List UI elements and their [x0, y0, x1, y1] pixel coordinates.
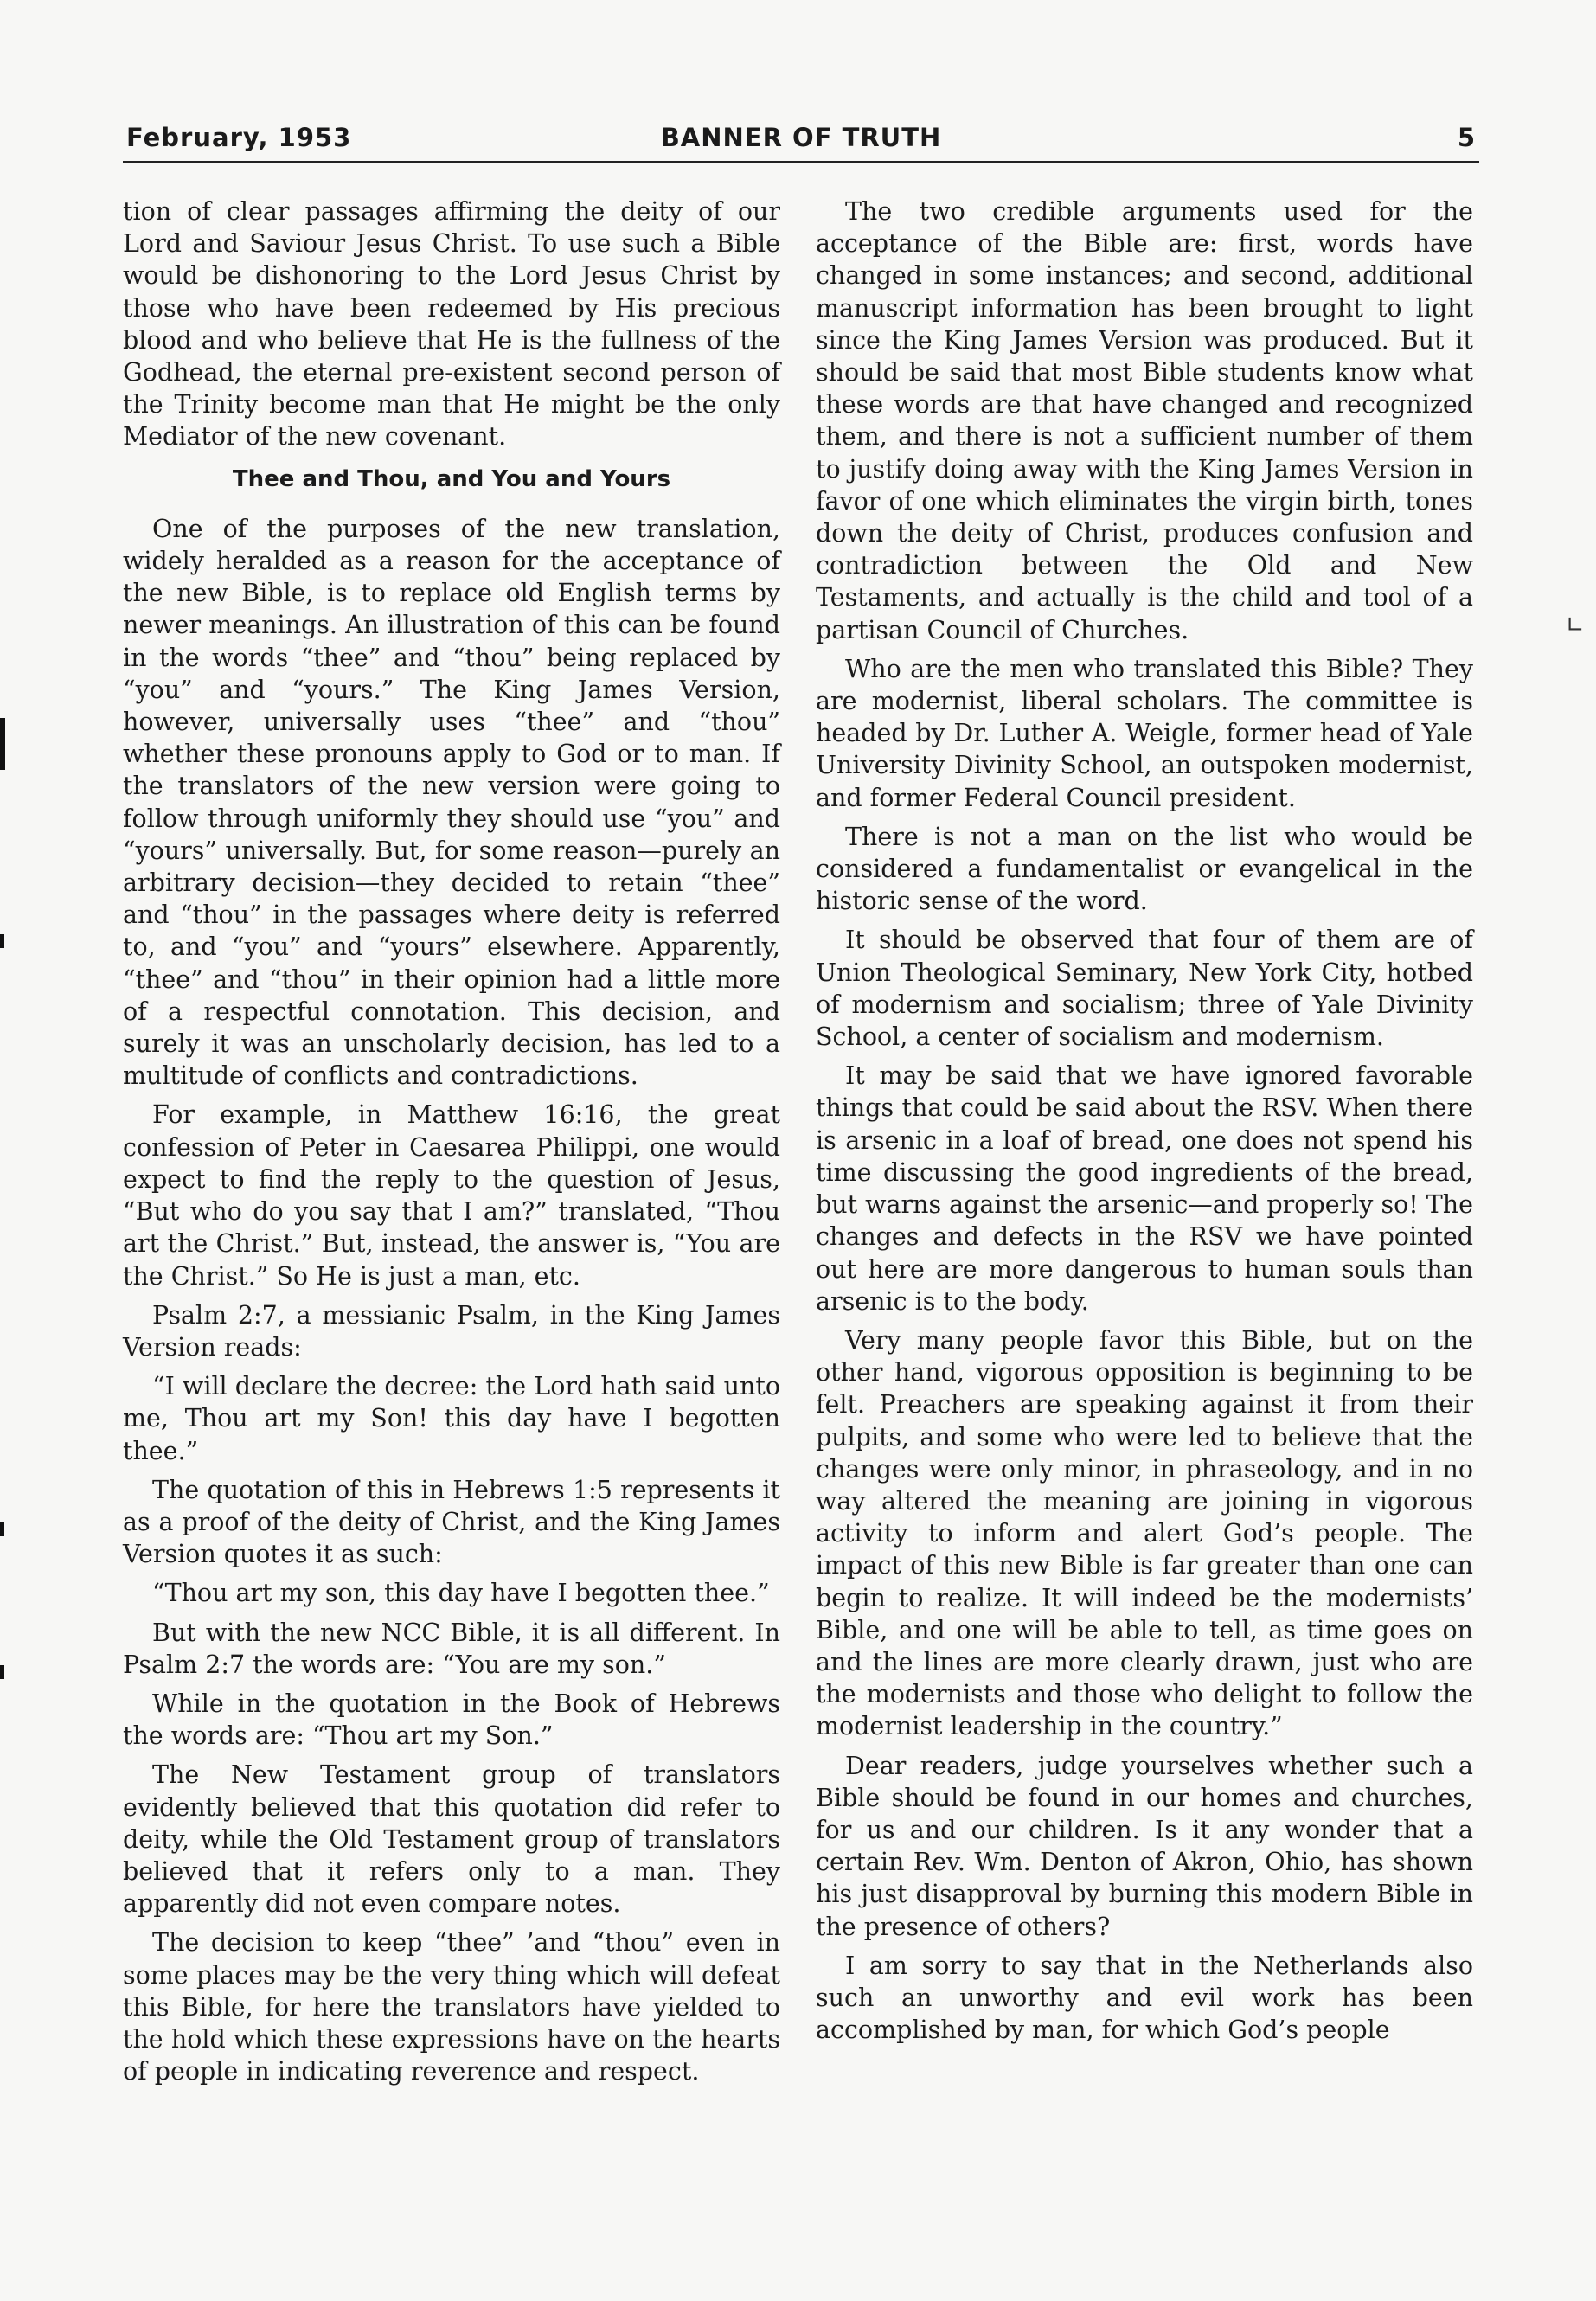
paragraph: The New Testament group of translators evidently believed that this quotation did refer to deity, while the Old Testament group of translators believed that it refers only to a man. They apparently did not even compare notes.	[123, 1760, 780, 1919]
paragraph: The two credible arguments used for the acceptance of the Bible are: first, words have changed in some instances; and second, additional manuscript information has been brought to light since the King James Version was produced. But it should be said that most Bible students know what these words are that have changed and recognized them, and there is not a sufficient number of them to justify doing away with the King James Version in favor of one which eliminates the virgin birth, tones down the deity of Christ, produces confusion and contradiction between the Old and New Testaments, and actually is the child and tool of a partisan Council of Churches.	[816, 197, 1473, 644]
paragraph: It may be said that we have ignored favorable things that could be said about the RSV. When there is arsenic in a loaf of bread, one does not spend his time discussing the good ingredients of the bread, but warns against the arsenic—and properly so! The changes and defects in the RSV we have pointed out here are more dangerous to human souls than arsenic is to the body.	[816, 1061, 1473, 1316]
page-header	[123, 123, 1479, 161]
section-heading: Thee and Thou, and You and Yours	[232, 465, 671, 492]
binding-mark	[0, 1665, 4, 1679]
paragraph: There is not a man on the list who would be considered a fundamentalist or evangelical in the historic sense of the word.	[816, 822, 1473, 916]
binding-mark	[0, 934, 4, 948]
publication-title: BANNER OF TRUTH	[660, 123, 942, 152]
paragraph: The quotation of this in Hebrews 1:5 represents it as a proof of the deity of Christ, and the King James Version quotes it as such:	[123, 1475, 780, 1569]
header-rule	[123, 161, 1479, 163]
quote-paragraph: “I will declare the decree: the Lord hath said unto me, Thou art my Son! this day have I begotten thee.”	[123, 1372, 780, 1465]
paragraph: The decision to keep “thee” ’and “thou” even in some places may be the very thing which will defeat this Bible, for here the translators have yielded to the hold which these expressions have on the hearts of people in indicating reverence and respect.	[123, 1928, 780, 2086]
paragraph: I am sorry to say that in the Netherlands also such an unworthy and evil work has been accomplished by man, for which God’s people	[816, 1951, 1473, 2045]
page-number: 5	[1457, 123, 1476, 152]
paragraph: One of the purposes of the new translation, widely heralded as a reason for the acceptance of the new Bible, is to replace old English terms by newer meanings. An illustration of this can be found in the words “thee” and “thou” being replaced by “you” and “yours.” The King James Version, however, universally uses “thee” and “thou” whether these pronouns apply to God or to man. If the translators of the new version were going to follow through uniformly they should use “you” and “yours” universally. But, for some reason—purely an arbitrary decision—they decided to retain “thee” and “thou” in the passages where deity is referred to, and “you” and “yours” elsewhere. Apparently, “thee” and “thou” in their opinion had a little more of a respectful connotation. This decision, and surely it was an unscholarly decision, has led to a multitude of conflicts and contradictions.	[123, 514, 780, 1091]
paragraph: Very many people favor this Bible, but on the other hand, vigorous opposition is beginning to be felt. Preachers are speaking against it from their pulpits, and some who were led to believe that the changes were only minor, in phraseology, and in no way altered the meaning are joining in vigorous activity to inform and alert God’s people. The impact of this new Bible is far greater than one can begin to realize. It will indeed be the modernists’ Bible, and one will be able to tell, as time goes on and the lines are more clearly drawn, just who are the modernists and those who delight to follow the modernist leadership in the country.”	[816, 1325, 1473, 1741]
paragraph: tion of clear passages affirming the deity of our Lord and Saviour Jesus Christ. To use such a Bible would be dishonoring to the Lord Jesus Christ by those who have been redeemed by His precious blood and who believe that He is the fullness of the Godhead, the eternal pre-existent second person of the Trinity become man that He might be the only Mediator of the new covenant.	[123, 197, 780, 452]
margin-mark-icon: ∟	[1566, 612, 1585, 638]
paragraph: Dear readers, judge yourselves whether such a Bible should be found in our homes and churches, for us and our children. Is it any wonder that a certain Rev. Wm. Denton of Akron, Ohio, has shown his just disapproval by burning this modern Bible in the presence of others?	[816, 1751, 1473, 1941]
paragraph: But with the new NCC Bible, it is all different. In Psalm 2:7 the words are: “You are my son.”	[123, 1618, 780, 1679]
paragraph: Who are the men who translated this Bible? They are modernist, liberal scholars. The committee is headed by Dr. Luther A. Weigle, former head of Yale University Divinity School, an outspoken modernist, and former Federal Council president.	[816, 654, 1473, 812]
paragraph: For example, in Matthew 16:16, the great confession of Peter in Caesarea Philippi, one would expect to find the reply to the question of Jesus, “But who do you say that I am?” translated, “Thou art the Christ.” But, instead, the answer is, “You are the Christ.” So He is just a man, etc.	[123, 1100, 780, 1291]
binding-mark	[0, 1522, 4, 1536]
paragraph: It should be observed that four of them are of Union Theological Seminary, New York City, hotbed of modernism and socialism; three of Yale Divinity School, a center of socialism and modernism.	[816, 926, 1473, 1052]
quote-paragraph: “Thou art my son, this day have I begotten thee.”	[152, 1579, 770, 1608]
paragraph: Psalm 2:7, a messianic Psalm, in the King James Version reads:	[123, 1300, 780, 1362]
paragraph: While in the quotation in the Book of Hebrews the words are: “Thou art my Son.”	[123, 1689, 780, 1751]
right-column	[816, 195, 1473, 2053]
binding-mark	[0, 718, 5, 770]
left-column	[123, 195, 780, 2094]
issue-date: February, 1953	[126, 123, 352, 152]
